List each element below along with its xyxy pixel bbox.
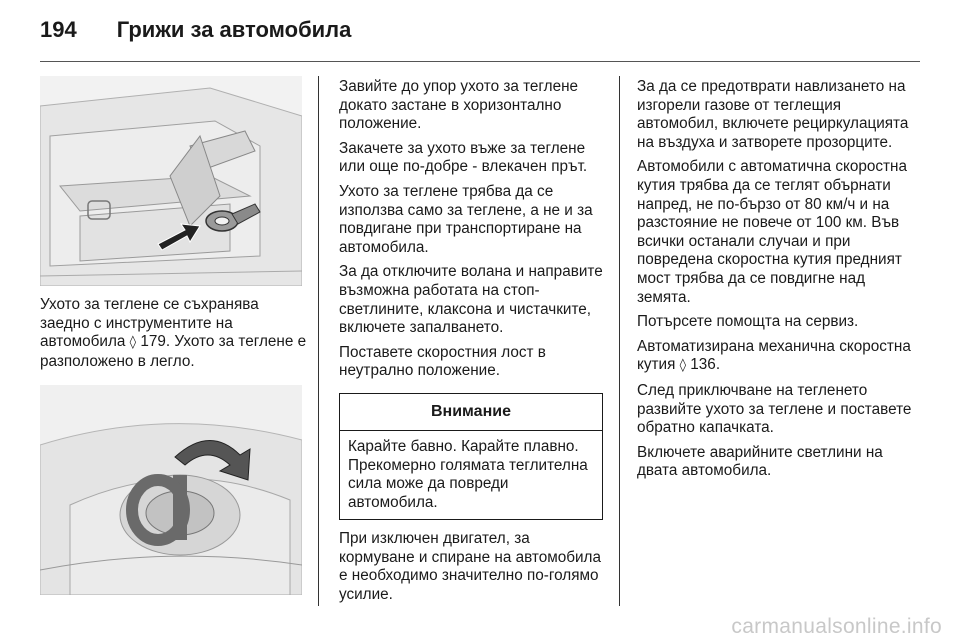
figure-caption: Ухото за теглене се съхранява заедно с инструментите на автомобила ◊ 179. Ухото за теглене е разположено в легло. xyxy=(40,296,307,370)
paragraph: Поставете скоростния лост в неутрално положение. xyxy=(339,343,546,380)
warning-box xyxy=(339,393,603,520)
header-rule xyxy=(40,61,920,62)
column-divider xyxy=(619,76,620,606)
watermark: carmanualsonline.info xyxy=(731,615,942,638)
paragraph: Закачете за ухото въже за теглене или още по-добре - влекачен прът. xyxy=(339,139,588,176)
paragraph: За да отключите волана и направите възможна работата на стоп-светлините, клаксона и чистачките, включете запалването. xyxy=(339,263,603,337)
paragraph: След приключване на тегленето развийте ухото за теглене и поставете обратно капачката. xyxy=(637,381,912,437)
tow-eye-illustration xyxy=(40,385,302,595)
page-ref-icon: ◊ xyxy=(129,335,137,351)
page-number: 194 xyxy=(40,17,77,42)
paragraph: Включете аварийните светлини на двата автомобила. xyxy=(637,443,883,480)
column-1-text xyxy=(40,296,312,377)
warning-title: Внимание xyxy=(340,394,602,431)
paragraph: Автомобили с автоматична скоростна кутия трябва да се теглят обърнати напред, не по-бързо от 80 км/ч и на разстояние не повече от 100 км. Във всички останали случаи и при повредена скоростна кутия предният мост трябва да се повдигне над земята. xyxy=(637,158,907,306)
paragraph: Завийте до упор ухото за теглене докато застане в хоризонтално положение. xyxy=(339,78,579,133)
trunk-storage-illustration xyxy=(40,76,302,286)
section-title: Грижи за автомобила xyxy=(116,17,352,42)
paragraph: При изключен двигател, за кормуване и спиране на автомобила е необходимо значително по-голямо усилие. xyxy=(339,530,601,603)
paragraph: Ухото за теглене трябва да се използва само за теглене, а не и за повдигане при транспортиране на автомобила. xyxy=(339,182,593,256)
paragraph: За да се предотврати навлизането на изгорели газове от теглещия автомобил, включете рециркулацията на въздуха и затворете прозорците. xyxy=(637,78,909,151)
column-2-text xyxy=(339,78,605,387)
page-ref-icon: ◊ xyxy=(679,358,687,374)
column-divider xyxy=(318,76,319,606)
paragraph: Автоматизирана механична скоростна кутия ◊ 136. xyxy=(637,337,911,374)
page-header xyxy=(40,8,351,52)
warning-text: Карайте бавно. Карайте плавно. Прекомерно голямата теглителна сила може да повреди автомобила. xyxy=(348,438,588,511)
column-3-text xyxy=(637,78,921,487)
paragraph: Потърсете помощта на сервиз. xyxy=(637,313,859,331)
column-2-after-warning xyxy=(339,530,601,610)
